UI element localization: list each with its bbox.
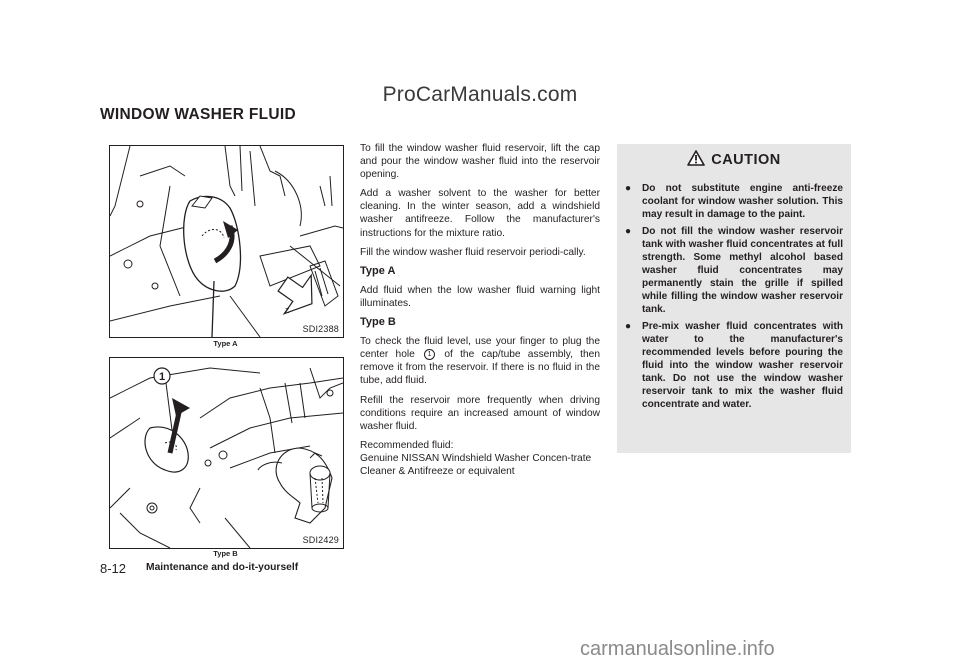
figure-type-b <box>109 357 344 549</box>
paragraph-type-a: Add fluid when the low washer fluid warning light illuminates. <box>360 284 600 309</box>
page-number: 8-12 <box>100 561 127 576</box>
watermark-carmanualsonline: carmanualsonline.info <box>580 638 775 660</box>
paragraph-washer-solvent: Add a washer solvent to the washer for better cleaning. In the winter season, add a windshield washer antifreeze. Follow the manufacturer's instructions for the mixture ratio. <box>360 188 600 239</box>
figure-code-a: SDI2388 <box>302 324 339 334</box>
caution-item-text: Do not fill the window washer reservoir tank with washer fluid concentrates at full strength. Some methyl alcohol based washer fluid concentrates may permanently stain the grille if spilled while filling the window washer reservoir tank. <box>642 226 843 315</box>
warning-triangle-icon <box>687 150 705 166</box>
body-text-column <box>360 142 600 484</box>
bullet-icon: ● <box>625 183 632 194</box>
figure-type-a <box>109 145 344 338</box>
caution-item <box>625 182 843 221</box>
svg-text:Z: Z <box>285 308 290 315</box>
paragraph-fill-periodically: Fill the window washer fluid reservoir periodi-cally. <box>360 246 586 258</box>
paragraph-recommended-fluid <box>360 439 600 478</box>
figure-caption-a: Type A <box>213 339 238 348</box>
figure-callout-number: 1 <box>158 371 166 383</box>
reservoir-cap-illustration-a <box>110 146 343 337</box>
paragraph-refill-frequency: Refill the reservoir more frequently when driving conditions require an increased amount of window washer fluid. <box>360 394 600 432</box>
bullet-icon: ● <box>625 321 632 332</box>
paragraph-fill-instructions: To fill the window washer fluid reservoir, lift the cap and pour the window washer fluid into the reservoir opening. <box>360 143 600 181</box>
paragraph-type-b <box>360 335 600 387</box>
section-title: WINDOW WASHER FLUID <box>100 106 296 123</box>
caution-item <box>625 320 843 411</box>
recommended-fluid-label: Recommended fluid: <box>360 439 454 451</box>
caution-box <box>617 144 851 453</box>
subheading-type-a: Type A <box>360 264 396 277</box>
bullet-icon: ● <box>625 226 632 237</box>
subheading-type-b: Type B <box>360 316 396 329</box>
caution-list <box>625 182 843 415</box>
circled-number-1: 1 <box>424 349 435 360</box>
watermark-procarmanuals: ProCarManuals.com <box>382 83 578 106</box>
figure-code-b: SDI2429 <box>302 535 339 545</box>
caution-item-text: Pre-mix washer fluid concentrates with water to the manufacturer's recommended levels before pouring the fluid into the window washer reservoir tank. Do not use the window washer reservoir tank to mix the washer fluid concentrate and water. <box>642 321 843 410</box>
recommended-fluid-value: Genuine NISSAN Windshield Washer Concen-trate Cleaner & Antifreeze or equivalent <box>360 452 592 477</box>
chapter-title: Maintenance and do-it-yourself <box>146 562 299 573</box>
figure-caption-b: Type B <box>213 549 238 558</box>
caution-item-text: Do not substitute engine anti-freeze coolant for window washer solution. This may result in damage to the paint. <box>642 183 843 220</box>
caution-item <box>625 225 843 316</box>
caution-title: CAUTION <box>711 152 781 168</box>
reservoir-cap-illustration-b <box>110 358 343 548</box>
paragraph-type-b-part1: To check the fluid level, use your finger to plug the center hole <box>360 336 600 361</box>
paragraph-type-b-part2: of the cap/tube assembly, then remove it from the reservoir. If there is no fluid in the tube, add fluid. <box>360 349 600 387</box>
caution-header <box>617 150 851 168</box>
